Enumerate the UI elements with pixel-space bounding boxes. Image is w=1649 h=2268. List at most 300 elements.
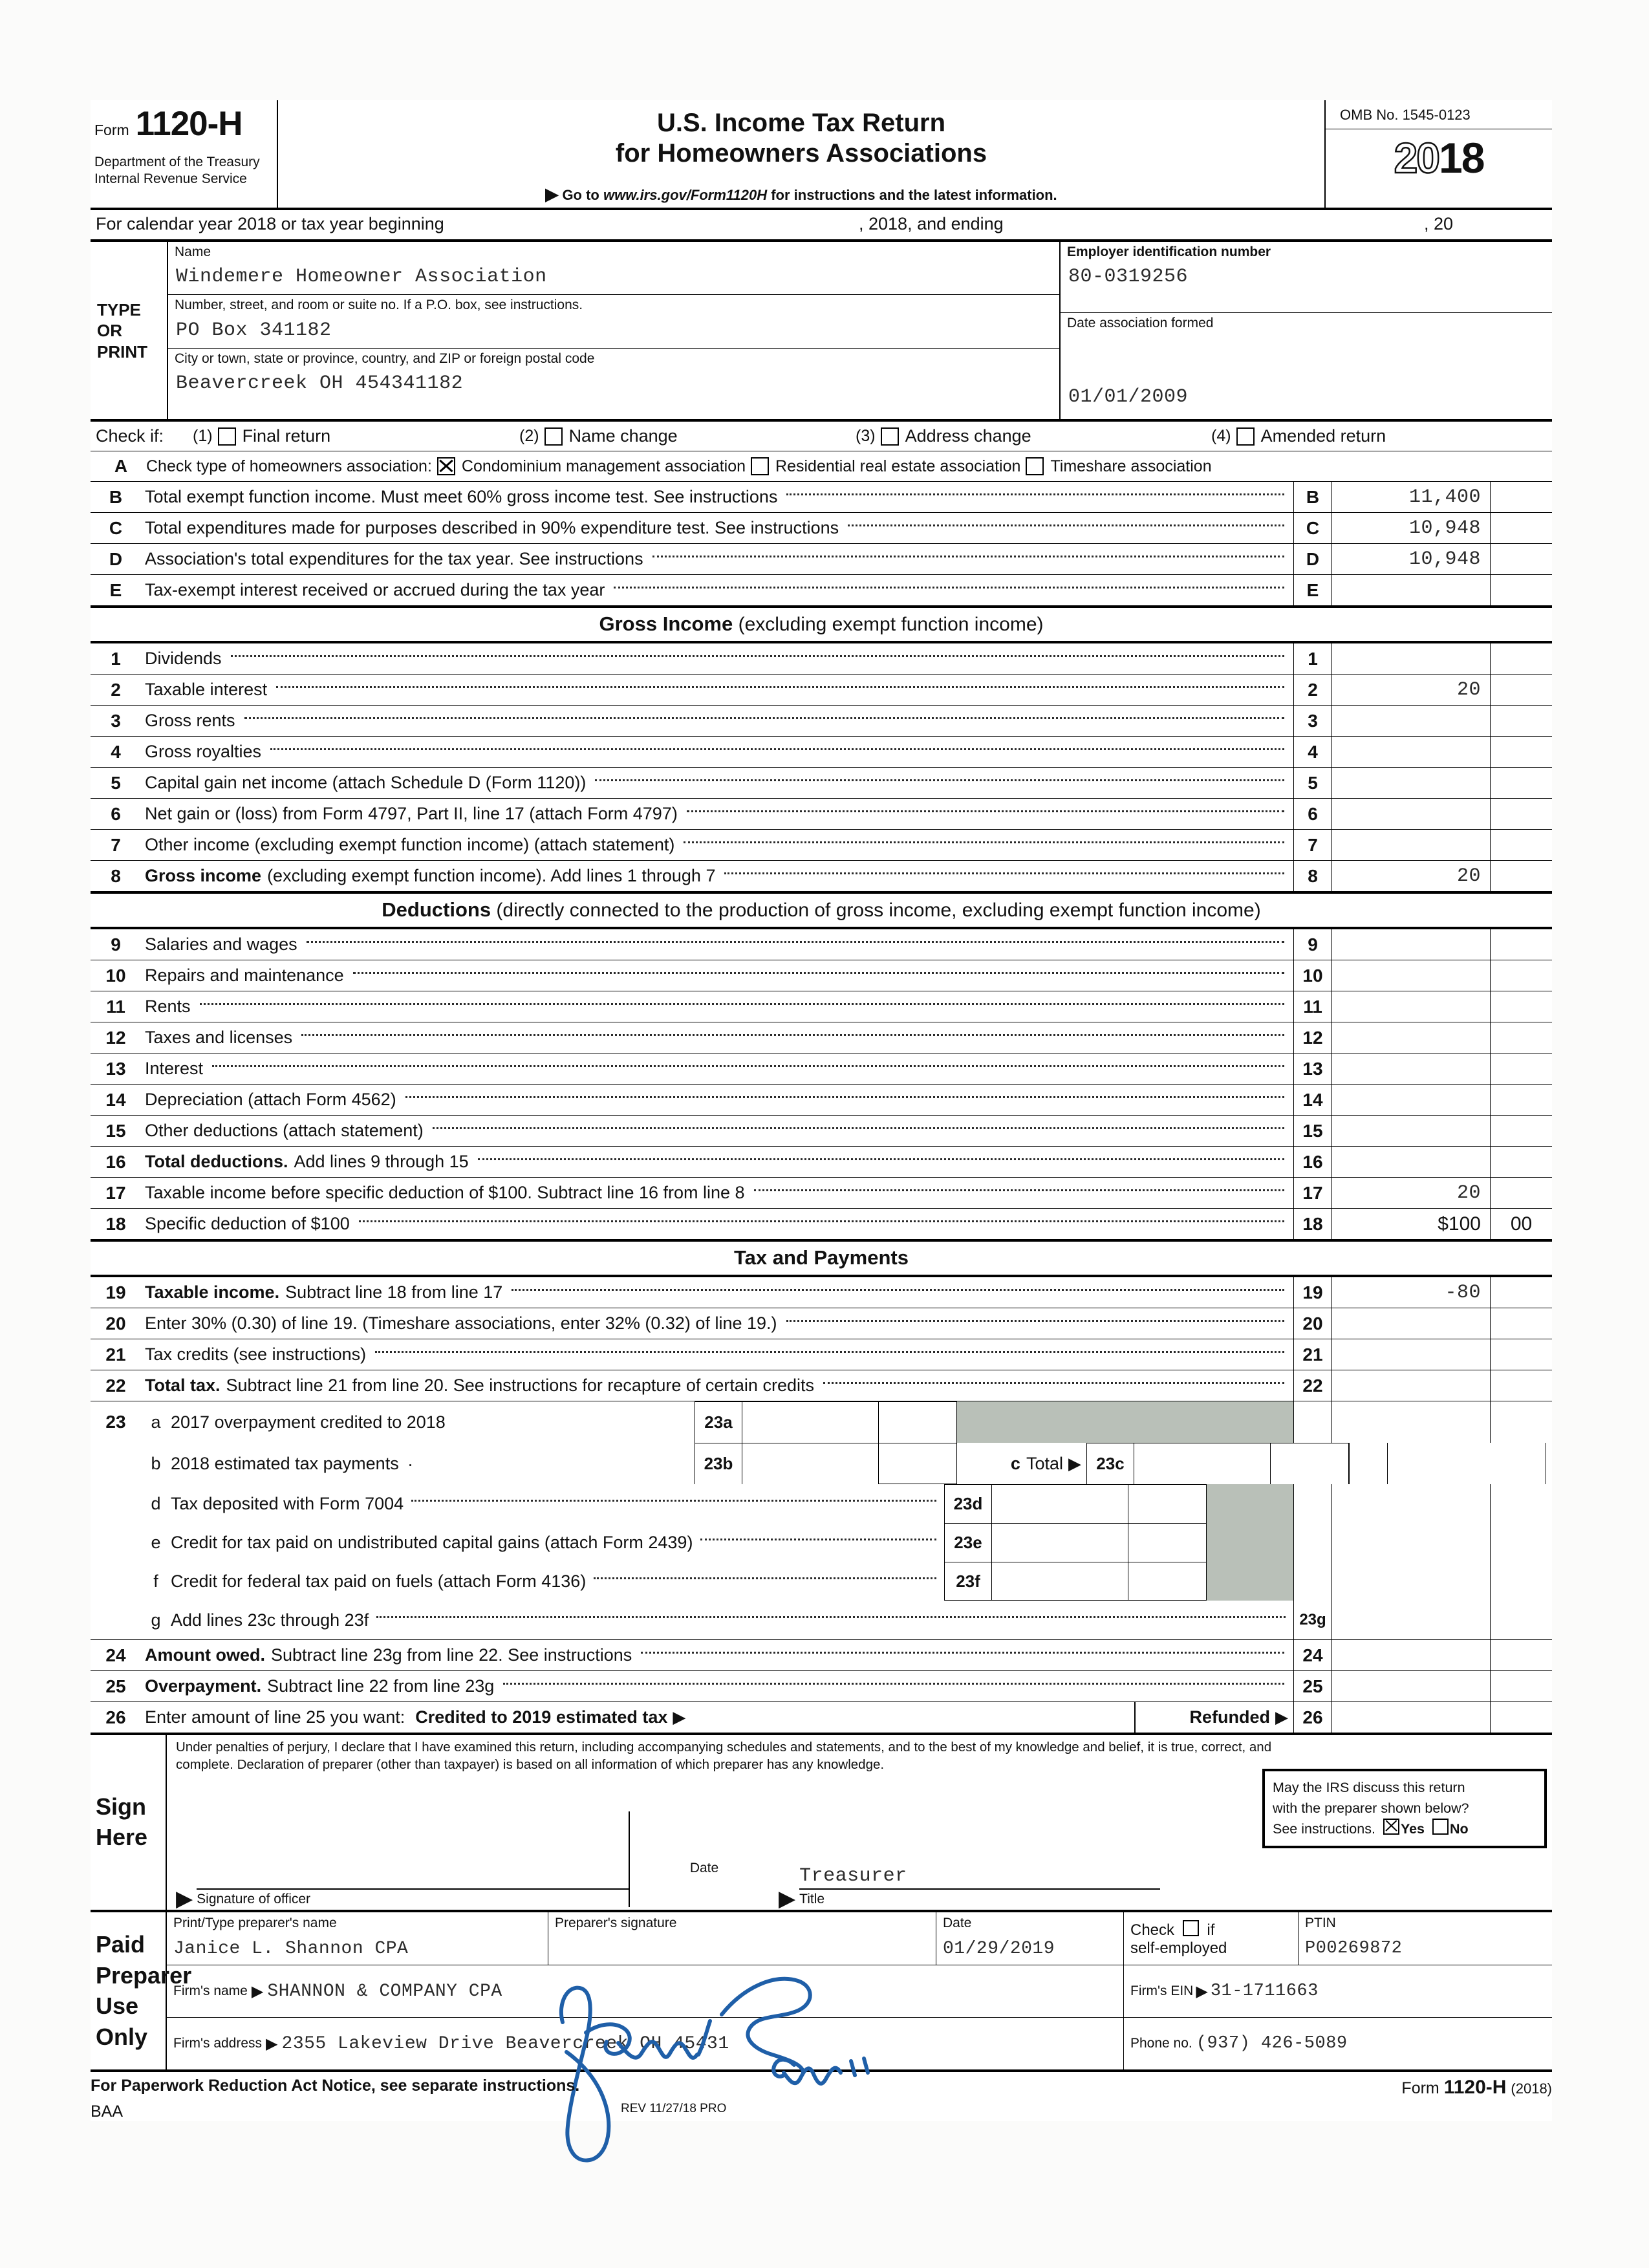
line-20-text-wrap bbox=[141, 1308, 1293, 1339]
line-8-key: 8 bbox=[1293, 861, 1332, 891]
line-23d-shaded-area bbox=[1207, 1484, 1293, 1523]
line-9-amount[interactable] bbox=[1332, 929, 1491, 960]
line-e-amount[interactable] bbox=[1332, 575, 1491, 605]
line-8-cents[interactable] bbox=[1491, 861, 1552, 891]
line-1-amount[interactable] bbox=[1332, 643, 1491, 674]
entity-block bbox=[91, 242, 1552, 422]
line-b-text-wrap bbox=[141, 482, 1293, 512]
leader-dots bbox=[411, 1500, 936, 1502]
address-change-label: Address change bbox=[905, 426, 1031, 446]
line-23d-value[interactable] bbox=[991, 1484, 1128, 1523]
line-7-amount[interactable] bbox=[1332, 830, 1491, 860]
line-1-key: 1 bbox=[1293, 643, 1332, 674]
ptin-value: P00269872 bbox=[1305, 1938, 1403, 1958]
line-23e-cents[interactable] bbox=[1128, 1523, 1207, 1562]
line-3-text: Gross rents bbox=[145, 711, 235, 731]
rev-label: REV 11/27/18 PRO bbox=[621, 2101, 727, 2115]
line-23c-cents[interactable] bbox=[1270, 1443, 1349, 1484]
line-18-amount[interactable]: $100 bbox=[1332, 1209, 1491, 1239]
line-21-key: 21 bbox=[1293, 1339, 1332, 1370]
line-9-cents[interactable] bbox=[1491, 929, 1552, 960]
line-23e-value[interactable] bbox=[991, 1523, 1128, 1562]
line-23b-cents[interactable] bbox=[878, 1443, 957, 1484]
line-e-cents[interactable] bbox=[1491, 575, 1552, 605]
line-8-text-wrap bbox=[141, 861, 1293, 891]
line-24-amount[interactable] bbox=[1332, 1640, 1491, 1670]
line-23d-row bbox=[91, 1484, 1552, 1523]
paid-preparer-line-2: Preparer bbox=[96, 1961, 192, 1989]
line-16-key: 16 bbox=[1293, 1147, 1332, 1177]
line-14-key: 14 bbox=[1293, 1085, 1332, 1115]
address-change-checkbox[interactable] bbox=[881, 427, 899, 446]
final-return-checkbox[interactable] bbox=[218, 427, 236, 446]
line-23a-row bbox=[91, 1401, 1552, 1443]
line-1-text-wrap bbox=[141, 643, 1293, 674]
preparer-name-caption: Print/Type preparer's name bbox=[173, 1915, 337, 1930]
check-if-option-address-change[interactable] bbox=[856, 426, 1211, 446]
line-23f-cents[interactable] bbox=[1128, 1562, 1207, 1601]
line-19-row bbox=[91, 1277, 1552, 1308]
line-17-text-wrap bbox=[141, 1178, 1293, 1208]
line-3-text-wrap bbox=[141, 706, 1293, 736]
line-c-amount[interactable]: 10,948 bbox=[1332, 513, 1491, 543]
line-26-row bbox=[91, 1702, 1552, 1735]
leader-dots bbox=[231, 655, 1284, 657]
line-23a-text: 2017 overpayment credited to 2018 bbox=[171, 1412, 446, 1432]
line-14-number: 14 bbox=[105, 1089, 126, 1110]
line-26-key: 26 bbox=[1293, 1702, 1332, 1733]
leader-dots bbox=[376, 1616, 1286, 1618]
line-10-text-wrap bbox=[141, 960, 1293, 991]
line-23c-value[interactable] bbox=[1134, 1443, 1270, 1484]
check-if-label: Check if: bbox=[96, 426, 164, 446]
line-13-row bbox=[91, 1053, 1552, 1085]
officer-signature-field[interactable] bbox=[197, 1843, 629, 1890]
firm-ein-caption: Firm's EIN bbox=[1130, 1983, 1194, 1999]
line-26-credited-label[interactable]: Credited to 2019 estimated tax bbox=[415, 1707, 668, 1727]
preparer-signature-field[interactable] bbox=[548, 1912, 936, 1965]
tax-lines-19-22 bbox=[91, 1277, 1552, 1401]
line-23e-tag: 23e bbox=[944, 1523, 991, 1562]
line-19-text-wrap bbox=[141, 1277, 1293, 1308]
line-1-row bbox=[91, 643, 1552, 675]
line-23b-spacer-key bbox=[1349, 1443, 1388, 1484]
leader-dots bbox=[687, 810, 1284, 812]
line-11-cents[interactable] bbox=[1491, 991, 1552, 1022]
line-23c-tag: 23c bbox=[1086, 1443, 1134, 1484]
line-15-cents[interactable] bbox=[1491, 1116, 1552, 1146]
calendar-year-end-20: , 20 bbox=[1424, 214, 1454, 234]
line-18-text: Specific deduction of $100 bbox=[145, 1214, 350, 1234]
right-triangle-icon: ▶ bbox=[779, 1886, 796, 1911]
form-word-label: Form bbox=[94, 122, 129, 138]
line-9-key: 9 bbox=[1293, 929, 1332, 960]
line-19-amount[interactable]: -80 bbox=[1332, 1277, 1491, 1308]
preparer-date-caption: Date bbox=[943, 1915, 972, 1930]
line-2-text-wrap bbox=[141, 675, 1293, 705]
line-22-amount[interactable] bbox=[1332, 1370, 1491, 1401]
paid-preparer-body bbox=[167, 1912, 1552, 2069]
goto-instructions-line bbox=[278, 186, 1324, 204]
line-2-cents[interactable] bbox=[1491, 675, 1552, 705]
line-d-cents[interactable] bbox=[1491, 544, 1552, 574]
date-formed-caption: Date association formed bbox=[1067, 316, 1214, 331]
firm-address-field[interactable] bbox=[167, 2018, 1124, 2069]
line-17-amount[interactable]: 20 bbox=[1332, 1178, 1491, 1208]
calendar-year-begin-label: For calendar year 2018 or tax year beginning bbox=[96, 214, 444, 234]
sign-here-line-1: Sign bbox=[96, 1793, 146, 1820]
line-7-cents[interactable] bbox=[1491, 830, 1552, 860]
line-23e-spacer-key bbox=[1293, 1523, 1332, 1562]
line-22-bold-prefix: Total tax. bbox=[145, 1376, 221, 1396]
perjury-statement: Under penalties of perjury, I declare that I have examined this return, including accompanying schedules and statements, and to the best of my knowledge and belief, it is true, correct, and complete. Declaration of preparer (other than taxpayer) is based on all information of which preparer has any knowledge. bbox=[176, 1740, 1272, 1773]
line-4-key: 4 bbox=[1293, 737, 1332, 767]
firm-address-value: 2355 Lakeview Drive Beavercreek OH 45431 bbox=[281, 2033, 729, 2054]
leader-dots bbox=[823, 1382, 1284, 1384]
line-10-text: Repairs and maintenance bbox=[145, 966, 344, 986]
deductions-banner-title: Deductions bbox=[382, 898, 491, 922]
line-20-amount[interactable] bbox=[1332, 1308, 1491, 1339]
leader-dots bbox=[359, 1220, 1284, 1222]
line-15-text: Other deductions (attach statement) bbox=[145, 1121, 424, 1141]
name-change-label: Name change bbox=[568, 426, 678, 446]
line-26-amount[interactable] bbox=[1332, 1702, 1491, 1733]
line-22-key: 22 bbox=[1293, 1370, 1332, 1401]
line-15-row bbox=[91, 1116, 1552, 1147]
amended-return-label: Amended return bbox=[1260, 426, 1386, 446]
irs-discuss-box bbox=[1262, 1769, 1547, 1848]
line-23-block bbox=[91, 1401, 1552, 1640]
check-if-option-amended-return[interactable] bbox=[1211, 426, 1386, 446]
line-8-row bbox=[91, 861, 1552, 894]
form-title-block bbox=[278, 100, 1326, 208]
baa-label: BAA bbox=[91, 2102, 124, 2121]
line-23b-value[interactable] bbox=[742, 1443, 878, 1484]
line-5-amount[interactable] bbox=[1332, 768, 1491, 798]
line-10-cents[interactable] bbox=[1491, 960, 1552, 991]
line-26-cents[interactable] bbox=[1491, 1702, 1552, 1733]
line-11-text-wrap bbox=[141, 991, 1293, 1022]
paid-preparer-line-1: Paid bbox=[96, 1931, 146, 1958]
line-b-cents[interactable] bbox=[1491, 482, 1552, 512]
line-2-amount[interactable]: 20 bbox=[1332, 675, 1491, 705]
line-23g-cents[interactable] bbox=[1491, 1601, 1552, 1639]
line-c-text: Total expenditures made for purposes described in 90% expenditure test. See instructions bbox=[145, 518, 839, 538]
line-1-number: 1 bbox=[111, 648, 121, 669]
form-title-line-1: U.S. Income Tax Return bbox=[656, 109, 945, 137]
line-16-cents[interactable] bbox=[1491, 1147, 1552, 1177]
firm-name-field[interactable] bbox=[167, 1965, 1124, 2017]
line-4-cents[interactable] bbox=[1491, 737, 1552, 767]
line-14-cents[interactable] bbox=[1491, 1085, 1552, 1115]
firm-ein-value: 31-1711663 bbox=[1210, 1982, 1319, 2002]
line-21-text-wrap bbox=[141, 1339, 1293, 1370]
line-23g-row bbox=[91, 1601, 1552, 1640]
line-8-text: (excluding exempt function income). Add lines 1 through 7 bbox=[267, 866, 716, 886]
line-23a-value[interactable] bbox=[742, 1401, 878, 1443]
leader-dots bbox=[652, 556, 1284, 557]
line-23b-spacer bbox=[91, 1443, 141, 1484]
final-return-label: Final return bbox=[242, 426, 331, 446]
street-value: PO Box 341182 bbox=[176, 319, 332, 341]
line-21-cents[interactable] bbox=[1491, 1339, 1552, 1370]
line-17-cents[interactable] bbox=[1491, 1178, 1552, 1208]
line-d-row bbox=[91, 544, 1552, 575]
line-24-cents[interactable] bbox=[1491, 1640, 1552, 1670]
line-7-text-wrap bbox=[141, 830, 1293, 860]
line-21-amount[interactable] bbox=[1332, 1339, 1491, 1370]
line-25-bold-prefix: Overpayment. bbox=[145, 1676, 262, 1696]
line-23a-cents[interactable] bbox=[878, 1401, 957, 1443]
leader-dots bbox=[301, 1034, 1284, 1036]
line-12-row bbox=[91, 1022, 1552, 1053]
line-8-amount[interactable]: 20 bbox=[1332, 861, 1491, 891]
line-6-text: Net gain or (loss) from Form 4797, Part II, line 17 (attach Form 4797) bbox=[145, 804, 678, 824]
line-12-amount[interactable] bbox=[1332, 1022, 1491, 1053]
condominium-management-checkbox[interactable] bbox=[437, 457, 455, 475]
preparer-ptin-field[interactable] bbox=[1299, 1912, 1552, 1965]
preparer-signature-value bbox=[555, 1931, 936, 1962]
sign-here-section bbox=[91, 1735, 1552, 1912]
line-13-key: 13 bbox=[1293, 1053, 1332, 1084]
line-6-cents[interactable] bbox=[1491, 799, 1552, 829]
leader-dots bbox=[503, 1683, 1284, 1685]
line-22-text-wrap bbox=[141, 1370, 1293, 1401]
line-19-cents[interactable] bbox=[1491, 1277, 1552, 1308]
line-3-cents[interactable] bbox=[1491, 706, 1552, 736]
line-15-key: 15 bbox=[1293, 1116, 1332, 1146]
line-14-row bbox=[91, 1085, 1552, 1116]
tax-lines-24-26 bbox=[91, 1640, 1552, 1735]
preparer-date-field[interactable] bbox=[936, 1912, 1124, 1965]
line-23b-row bbox=[91, 1443, 1552, 1484]
line-c-cents[interactable] bbox=[1491, 513, 1552, 543]
line-16-text: Add lines 9 through 15 bbox=[294, 1152, 469, 1172]
irs-discuss-line-2: with the preparer shown below? bbox=[1273, 1800, 1469, 1816]
leader-dots bbox=[754, 1189, 1284, 1191]
line-23c-letter: c bbox=[1010, 1453, 1020, 1473]
line-11-row bbox=[91, 991, 1552, 1022]
leader-dots bbox=[375, 1351, 1284, 1353]
footer-form-year: (2018) bbox=[1511, 2080, 1552, 2097]
line-12-text: Taxes and licenses bbox=[145, 1028, 293, 1048]
firm-phone-field[interactable] bbox=[1124, 2018, 1552, 2069]
leader-dots bbox=[276, 686, 1284, 688]
line-12-text-wrap bbox=[141, 1022, 1293, 1053]
line-14-text-wrap bbox=[141, 1085, 1293, 1115]
timeshare-label: Timeshare association bbox=[1050, 457, 1212, 475]
line-23d-cents[interactable] bbox=[1128, 1484, 1207, 1523]
line-23f-spacer-amount bbox=[1332, 1562, 1491, 1601]
self-employed-check-label: Check bbox=[1130, 1921, 1175, 1939]
line-e-text: Tax-exempt interest received or accrued during the tax year bbox=[145, 580, 605, 600]
line-2-number: 2 bbox=[111, 679, 121, 700]
line-10-key: 10 bbox=[1293, 960, 1332, 991]
line-23b-spacer-amount bbox=[1388, 1443, 1546, 1484]
check-if-option-name-change[interactable] bbox=[519, 426, 856, 446]
line-3-amount[interactable] bbox=[1332, 706, 1491, 736]
line-5-text-wrap bbox=[141, 768, 1293, 798]
firm-address-caption: Firm's address bbox=[173, 2036, 263, 2051]
line-9-number: 9 bbox=[111, 934, 121, 955]
right-triangle-icon: ▶ bbox=[251, 1982, 264, 2000]
line-e-row bbox=[91, 575, 1552, 608]
gross-income-banner-sub: (excluding exempt function income) bbox=[738, 614, 1044, 636]
line-11-key: 11 bbox=[1293, 991, 1332, 1022]
line-23e-spacer-amount bbox=[1332, 1523, 1491, 1562]
check-if-option-final-return[interactable] bbox=[193, 426, 519, 446]
line-23d-spacer-amount bbox=[1332, 1484, 1491, 1523]
irs-discuss-yes-label: Yes bbox=[1400, 1820, 1425, 1837]
tax-year bbox=[1326, 129, 1552, 185]
leader-dots bbox=[270, 748, 1284, 750]
line-13-cents[interactable] bbox=[1491, 1053, 1552, 1084]
self-employed-line-2: self-employed bbox=[1130, 1939, 1227, 1957]
deduction-lines bbox=[91, 929, 1552, 1242]
form-header bbox=[91, 100, 1552, 210]
line-1-cents[interactable] bbox=[1491, 643, 1552, 674]
tax-and-payments-banner bbox=[91, 1242, 1552, 1277]
line-2-text: Taxable interest bbox=[145, 680, 268, 700]
officer-date-field[interactable] bbox=[630, 1811, 779, 1857]
line-20-cents[interactable] bbox=[1491, 1308, 1552, 1339]
line-b-number: B bbox=[109, 486, 123, 507]
self-employed-checkbox[interactable] bbox=[1183, 1920, 1199, 1936]
line-25-key: 25 bbox=[1293, 1671, 1332, 1701]
date-formed-field[interactable] bbox=[1061, 313, 1552, 419]
timeshare-checkbox[interactable] bbox=[1026, 457, 1044, 475]
line-c-text-wrap bbox=[141, 513, 1293, 543]
line-3-row bbox=[91, 706, 1552, 737]
line-13-amount[interactable] bbox=[1332, 1053, 1491, 1084]
line-16-row bbox=[91, 1147, 1552, 1178]
footer-row-1 bbox=[91, 2072, 1552, 2099]
form-footer bbox=[91, 2072, 1552, 2121]
irs-discuss-yes-checkbox[interactable] bbox=[1383, 1819, 1399, 1835]
firm-name-value: SHANNON & COMPANY CPA bbox=[267, 1981, 502, 2002]
line-10-amount[interactable] bbox=[1332, 960, 1491, 991]
line-23d-spacer-key bbox=[1293, 1484, 1332, 1523]
line-11-amount[interactable] bbox=[1332, 991, 1491, 1022]
line-c-number: C bbox=[109, 517, 123, 538]
line-26-refunded-label[interactable]: Refunded bbox=[1189, 1707, 1270, 1727]
dept-line-1: Department of the Treasury bbox=[94, 155, 260, 169]
self-employed-line-1-wrap bbox=[1130, 1920, 1298, 1939]
phone-caption: Phone no. bbox=[1130, 2036, 1192, 2051]
line-16-bold-prefix: Total deductions. bbox=[145, 1152, 288, 1172]
firm-ein-field[interactable] bbox=[1124, 1965, 1552, 2017]
line-23f-letter: f bbox=[153, 1571, 158, 1591]
name-change-checkbox[interactable] bbox=[544, 427, 563, 446]
leader-dots bbox=[307, 941, 1284, 943]
line-4-amount[interactable] bbox=[1332, 737, 1491, 767]
line-25-number: 25 bbox=[105, 1676, 126, 1696]
line-25-amount[interactable] bbox=[1332, 1671, 1491, 1701]
line-6-amount[interactable] bbox=[1332, 799, 1491, 829]
ptin-caption: PTIN bbox=[1305, 1915, 1336, 1930]
preparer-name-field[interactable] bbox=[167, 1912, 548, 1965]
irs-discuss-no-checkbox[interactable] bbox=[1432, 1819, 1449, 1835]
irs-discuss-line-3-wrap bbox=[1273, 1819, 1536, 1839]
leader-dots bbox=[614, 587, 1284, 589]
line-5-cents[interactable] bbox=[1491, 768, 1552, 798]
entity-right-fields bbox=[1061, 242, 1552, 419]
leader-dots bbox=[641, 1652, 1284, 1654]
amended-return-checkbox[interactable] bbox=[1236, 427, 1255, 446]
line-d-text-wrap bbox=[141, 544, 1293, 574]
line-19-key: 19 bbox=[1293, 1277, 1332, 1308]
line-16-amount[interactable] bbox=[1332, 1147, 1491, 1177]
line-23d-text-wrap bbox=[171, 1484, 944, 1523]
line-4-number: 4 bbox=[111, 741, 121, 762]
line-9-text-wrap bbox=[141, 929, 1293, 960]
preparer-name-value: Janice L. Shannon CPA bbox=[173, 1938, 409, 1959]
name-field[interactable] bbox=[168, 242, 1059, 295]
line-10-number: 10 bbox=[105, 965, 126, 986]
line-23f-value[interactable] bbox=[991, 1562, 1128, 1601]
line-21-text: Tax credits (see instructions) bbox=[145, 1345, 367, 1365]
check-if-row bbox=[91, 422, 1552, 451]
leader-dots bbox=[848, 524, 1284, 526]
line-25-text: Subtract line 22 from line 23g bbox=[267, 1676, 495, 1696]
preparer-self-employed-field[interactable] bbox=[1124, 1912, 1299, 1965]
city-field[interactable] bbox=[168, 349, 1059, 401]
line-19-bold-prefix: Taxable income. bbox=[145, 1282, 280, 1302]
officer-title-value[interactable]: Treasurer bbox=[799, 1842, 1160, 1890]
line-15-amount[interactable] bbox=[1332, 1116, 1491, 1146]
residential-real-estate-checkbox[interactable] bbox=[751, 457, 769, 475]
leader-dots bbox=[244, 717, 1284, 719]
line-b-key: B bbox=[1293, 482, 1332, 512]
line-24-key: 24 bbox=[1293, 1640, 1332, 1670]
check-if-num-2: (2) bbox=[519, 427, 539, 446]
line-12-cents[interactable] bbox=[1491, 1022, 1552, 1053]
line-9-row bbox=[91, 929, 1552, 960]
line-14-amount[interactable] bbox=[1332, 1085, 1491, 1115]
line-23e-shaded-area bbox=[1207, 1523, 1293, 1562]
line-25-cents[interactable] bbox=[1491, 1671, 1552, 1701]
line-9-text: Salaries and wages bbox=[145, 934, 297, 955]
street-field[interactable] bbox=[168, 295, 1059, 348]
form-number: 1120-H bbox=[135, 105, 242, 143]
line-18-cents[interactable]: 00 bbox=[1510, 1213, 1533, 1235]
lines-bcde bbox=[91, 482, 1552, 608]
line-2-row bbox=[91, 675, 1552, 706]
line-25-row bbox=[91, 1671, 1552, 1702]
line-23a-spacer-amount bbox=[1332, 1401, 1491, 1443]
line-23b-text-wrap: 2018 estimated tax payments . bbox=[171, 1451, 413, 1473]
leader-dots bbox=[700, 1539, 936, 1540]
city-caption: City or town, state or province, country, and ZIP or foreign postal code bbox=[175, 351, 595, 366]
footer-form-identity bbox=[1401, 2077, 1552, 2099]
line-15-number: 15 bbox=[105, 1120, 126, 1141]
deductions-banner bbox=[91, 894, 1552, 929]
leader-dots bbox=[478, 1158, 1284, 1160]
leader-dots bbox=[512, 1289, 1284, 1291]
officer-title-caption: Title bbox=[799, 1891, 825, 1906]
ein-field[interactable] bbox=[1061, 242, 1552, 313]
line-22-cents[interactable] bbox=[1491, 1370, 1552, 1401]
line-23g-amount[interactable] bbox=[1332, 1601, 1491, 1639]
tax-year-outline: 20 bbox=[1394, 134, 1439, 182]
line-b-amount[interactable]: 11,400 bbox=[1332, 482, 1491, 512]
line-13-number: 13 bbox=[105, 1058, 126, 1079]
line-14-text: Depreciation (attach Form 4562) bbox=[145, 1090, 396, 1110]
line-23f-text-wrap bbox=[171, 1562, 944, 1601]
line-d-amount[interactable]: 10,948 bbox=[1332, 544, 1491, 574]
goto-url[interactable]: www.irs.gov/Form1120H bbox=[603, 187, 768, 204]
line-15-text-wrap bbox=[141, 1116, 1293, 1146]
